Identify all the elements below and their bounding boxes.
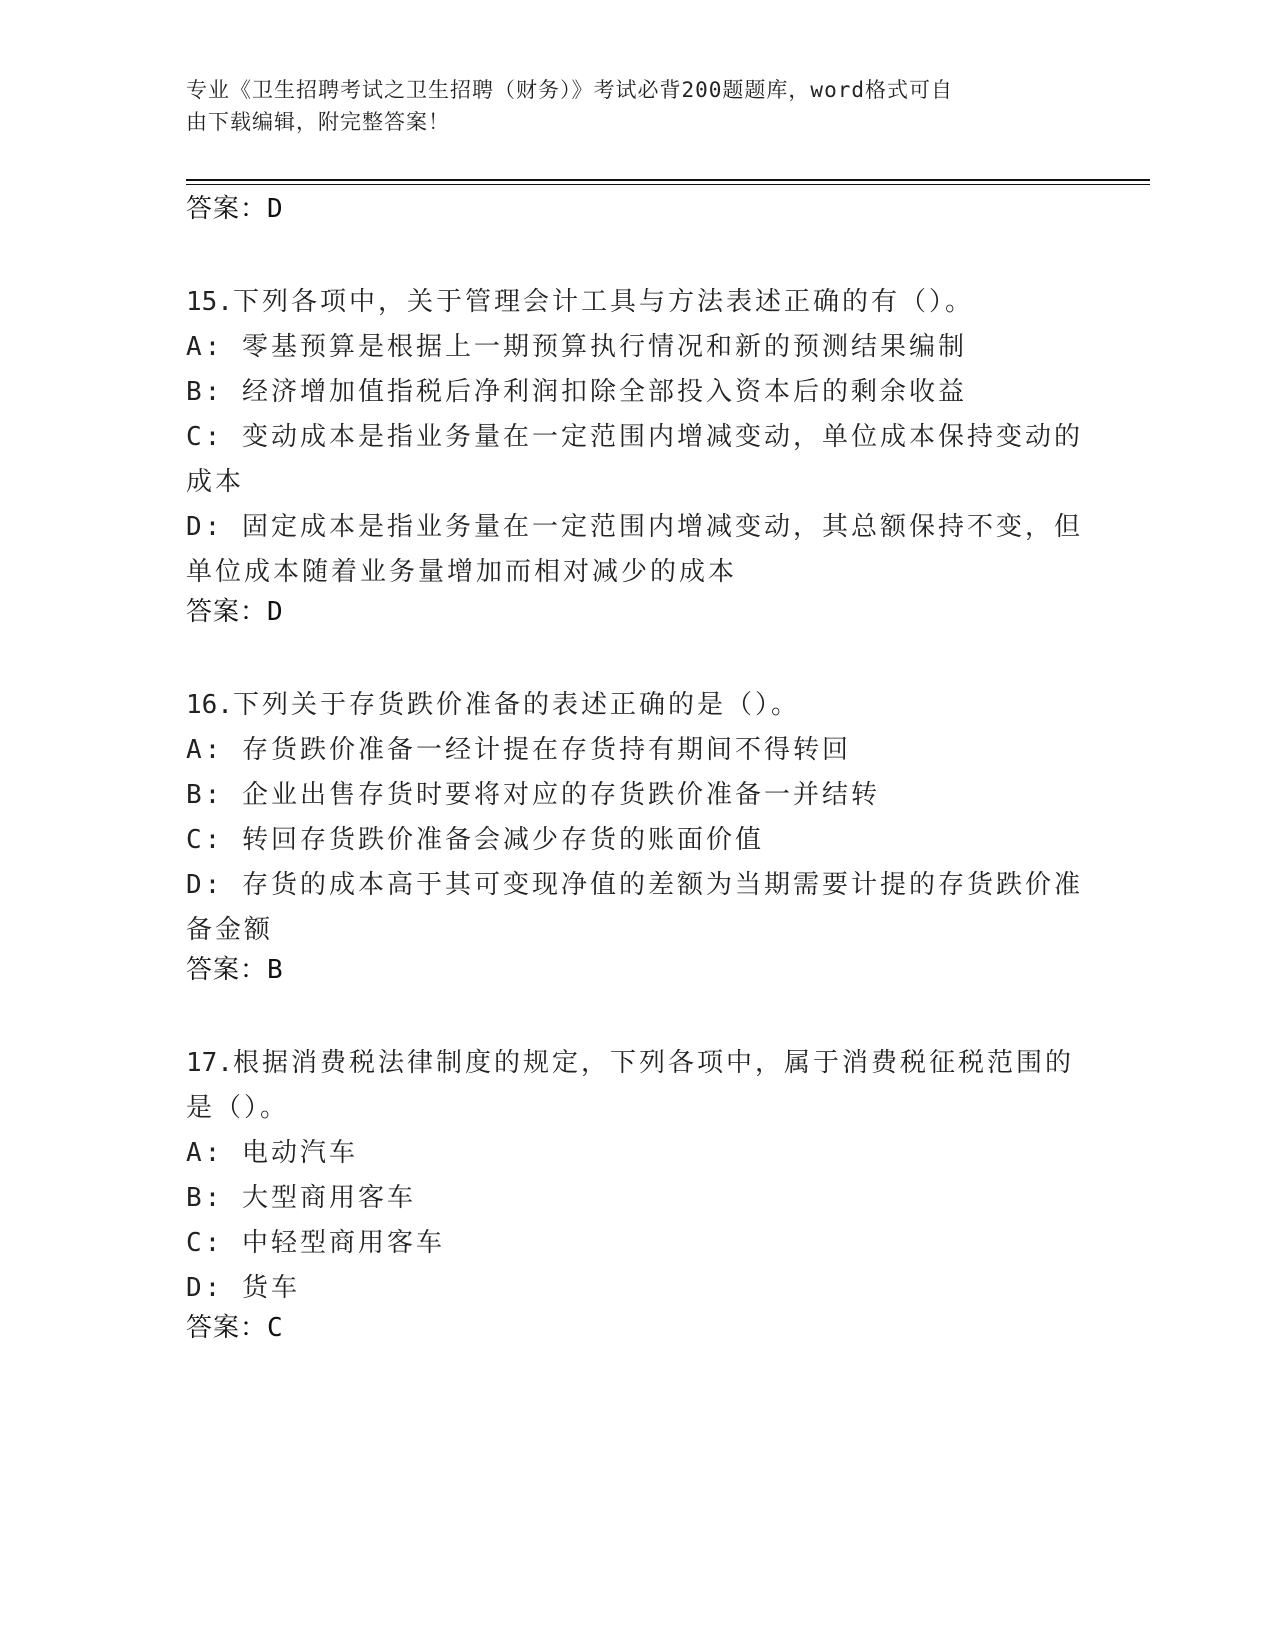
question-stem-line xyxy=(186,1041,1086,1086)
question-number: 17. xyxy=(186,1048,233,1078)
question-block xyxy=(186,683,1086,987)
question-block xyxy=(186,1041,1086,1345)
question-stem-text: 是（）。 xyxy=(186,1093,290,1123)
answer-line xyxy=(186,1311,1086,1345)
question-gap xyxy=(186,629,1086,683)
document-header xyxy=(186,74,1066,138)
answer-label: 答案： xyxy=(186,597,268,627)
option-line: B: 经济增加值指税后净利润扣除全部投入资本后的剩余收益 xyxy=(186,377,967,407)
answer-value: B xyxy=(267,955,284,985)
question-stem-text: 下列各项中，关于管理会计工具与方法表述正确的有（）。 xyxy=(232,287,974,317)
question-stem-line xyxy=(186,280,1086,325)
question-stem-text: 下列关于存货跌价准备的表述正确的是（）。 xyxy=(232,690,800,720)
option-line: 备金额 xyxy=(186,915,274,945)
option-line: D: 存货的成本高于其可变现净值的差额为当期需要计提的存货跌价准 xyxy=(186,870,1083,900)
option-line: C: 中轻型商用客车 xyxy=(186,1228,445,1258)
answer-value: D xyxy=(267,597,284,627)
question-block xyxy=(186,280,1086,629)
option-line: A: 电动汽车 xyxy=(186,1138,358,1168)
header-line-1: 专业《卫生招聘考试之卫生招聘（财务）》考试必背200题题库，word格式可自 xyxy=(186,78,953,102)
answer-line xyxy=(186,595,1086,629)
option-line: D: 货车 xyxy=(186,1273,300,1303)
header-line-2: 由下载编辑，附完整答案！ xyxy=(186,110,450,134)
header-rule-thin xyxy=(186,184,1150,185)
option-line: B: 大型商用客车 xyxy=(186,1183,416,1213)
question-gap xyxy=(186,226,1086,280)
option-line: A: 零基预算是根据上一期预算执行情况和新的预测结果编制 xyxy=(186,332,967,362)
answer-line xyxy=(186,953,1086,987)
previous-answer xyxy=(186,192,1086,226)
question-list xyxy=(186,226,1086,1345)
answer-label: 答案： xyxy=(186,194,268,224)
question-gap xyxy=(186,987,1086,1041)
question-number: 16. xyxy=(186,690,233,720)
header-rule-thick xyxy=(186,179,1150,181)
answer-label: 答案： xyxy=(186,1313,268,1343)
option-line: D: 固定成本是指业务量在一定范围内增减变动，其总额保持不变，但 xyxy=(186,512,1083,542)
question-stem-line xyxy=(186,683,1086,728)
option-line: B: 企业出售存货时要将对应的存货跌价准备一并结转 xyxy=(186,780,880,810)
option-line: 单位成本随着业务量增加而相对减少的成本 xyxy=(186,557,738,587)
option-line: 成本 xyxy=(186,467,245,497)
question-stem-line xyxy=(186,1086,1086,1131)
option-line: A: 存货跌价准备一经计提在存货持有期间不得转回 xyxy=(186,735,851,765)
question-stem-text: 根据消费税法律制度的规定，下列各项中，属于消费税征税范围的 xyxy=(232,1048,1074,1078)
answer-value: C xyxy=(267,1313,284,1343)
option-line: C: 变动成本是指业务量在一定范围内增减变动，单位成本保持变动的 xyxy=(186,422,1083,452)
option-line: C: 转回存货跌价准备会减少存货的账面价值 xyxy=(186,825,764,855)
question-content xyxy=(186,192,1086,1345)
answer-label: 答案： xyxy=(186,955,268,985)
answer-value: D xyxy=(267,194,284,224)
question-number: 15. xyxy=(186,287,233,317)
